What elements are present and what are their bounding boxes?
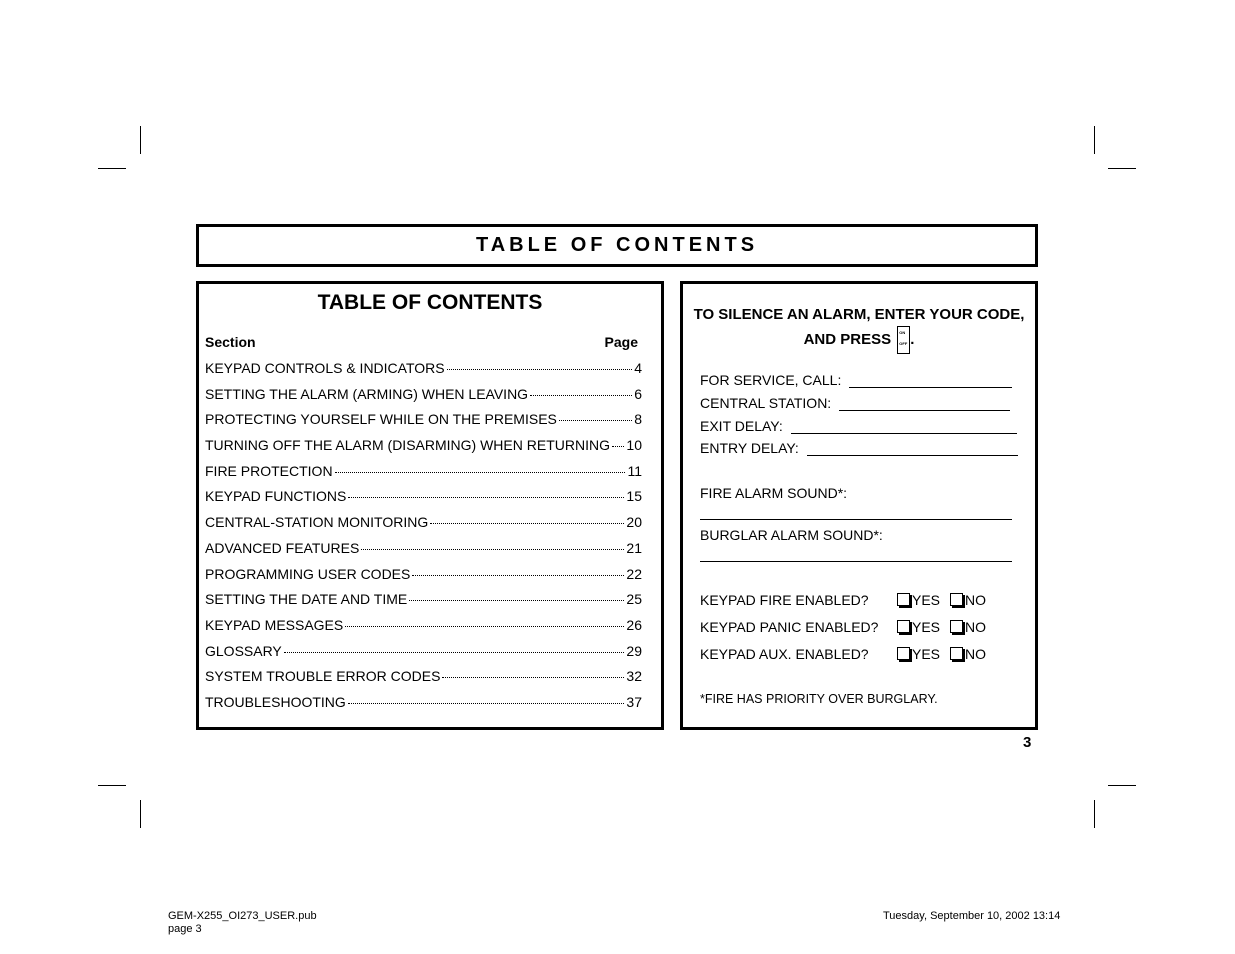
central-station-field[interactable]: [700, 395, 1010, 411]
toc-entry-page: 22: [626, 565, 642, 582]
leader-dots: [430, 523, 624, 524]
toc-entry[interactable]: [205, 615, 642, 641]
page-header: Page: [604, 334, 638, 350]
toc-entry-title: ADVANCED FEATURES: [205, 539, 360, 556]
priority-note: *FIRE HAS PRIORITY OVER BURGLARY.: [700, 692, 938, 706]
fire-yes-option[interactable]: [897, 592, 940, 608]
toc-entry[interactable]: [205, 384, 642, 410]
footer-right: [883, 910, 1060, 923]
silence-press-text: AND PRESS: [803, 330, 892, 348]
toc-entry-title: KEYPAD CONTROLS & INDICATORS: [205, 360, 445, 376]
panic-no-option[interactable]: [950, 619, 986, 635]
burglar-sound-field: [700, 527, 883, 543]
toc-entry[interactable]: [205, 435, 642, 461]
toc-entry-page: 37: [626, 693, 642, 710]
panic-enabled-row: [700, 619, 996, 635]
silence-line-2: [683, 326, 1035, 354]
toc-entry-title: TURNING OFF THE ALARM (DISARMING) WHEN RETURNING: [205, 437, 610, 454]
leader-dots: [335, 472, 626, 473]
page-number: 3: [1023, 734, 1032, 751]
leader-dots: [442, 677, 624, 678]
leader-dots: [348, 703, 625, 704]
crop-mark: [1094, 126, 1095, 154]
checkbox-icon[interactable]: [897, 593, 910, 606]
footer-page: page 3: [168, 923, 202, 935]
crop-mark: [1094, 800, 1095, 828]
burglar-sound-blank[interactable]: [700, 561, 1012, 562]
toc-entry-page: 29: [626, 642, 642, 659]
toc-entry[interactable]: [205, 666, 642, 692]
banner-title: TABLE OF CONTENTS: [475, 234, 759, 256]
crop-mark: [140, 800, 141, 828]
footer-filename: GEM-X255_OI273_USER.pub: [168, 910, 317, 922]
aux-yes-option[interactable]: [897, 646, 940, 662]
entry-delay-field[interactable]: [700, 440, 1018, 456]
key-off-text: OFF: [899, 341, 908, 346]
checkbox-icon[interactable]: [950, 620, 963, 633]
toc-entry-title: PROTECTING YOURSELF WHILE ON THE PREMISES: [205, 411, 557, 428]
toc-entry[interactable]: [205, 564, 642, 590]
toc-entry-page: 21: [626, 539, 642, 556]
key-on-text: ON: [899, 330, 906, 335]
toc-box: [196, 281, 664, 730]
exit-delay-blank[interactable]: [791, 419, 1017, 434]
toc-entry-title: KEYPAD MESSAGES: [205, 616, 344, 633]
service-call-blank[interactable]: [849, 373, 1012, 388]
panic-enabled-label: KEYPAD PANIC ENABLED?: [700, 619, 879, 635]
yes-label: YES: [912, 592, 941, 608]
leader-dots: [409, 600, 624, 601]
aux-no-option[interactable]: [950, 646, 986, 662]
crop-mark: [1108, 168, 1136, 169]
leader-dots: [447, 369, 633, 370]
silence-instructions: [683, 304, 1035, 354]
title-banner: [196, 224, 1038, 267]
central-station-blank[interactable]: [839, 396, 1010, 411]
exit-delay-label: EXIT DELAY:: [700, 418, 783, 434]
fire-sound-field: [700, 485, 847, 501]
fire-no-option[interactable]: [950, 592, 986, 608]
toc-entry-title: KEYPAD FUNCTIONS: [205, 488, 347, 505]
toc-entry-page: 6: [634, 385, 642, 402]
footer-left: [168, 910, 317, 936]
fire-sound-label: FIRE ALARM SOUND*:: [700, 485, 848, 501]
central-station-label: CENTRAL STATION:: [700, 395, 832, 411]
toc-entry-title: TROUBLESHOOTING: [205, 693, 346, 710]
toc-entry-page: 11: [627, 462, 642, 479]
toc-title: TABLE OF CONTENTS: [317, 291, 543, 314]
aux-enabled-label: KEYPAD AUX. ENABLED?: [700, 646, 869, 662]
toc-entry-page: 25: [626, 591, 642, 608]
toc-entry-title: SYSTEM TROUBLE ERROR CODES: [205, 668, 441, 685]
silence-line-1: TO SILENCE AN ALARM, ENTER YOUR CODE,: [693, 306, 1025, 323]
leader-dots: [361, 549, 624, 550]
leader-dots: [412, 575, 624, 576]
leader-dots: [530, 395, 632, 396]
toc-entry[interactable]: [205, 641, 642, 667]
toc-entry-page: 10: [626, 437, 642, 454]
toc-entry-page: 26: [626, 616, 642, 633]
fire-enabled-row: [700, 592, 996, 608]
toc-entry[interactable]: [205, 692, 642, 718]
crop-mark: [140, 126, 141, 154]
burglar-sound-label: BURGLAR ALARM SOUND*:: [700, 527, 883, 543]
toc-header-row: [205, 334, 638, 350]
no-label: NO: [965, 646, 987, 662]
toc-entry[interactable]: [205, 512, 642, 538]
footer-timestamp: Tuesday, September 10, 2002 13:14: [883, 910, 1061, 922]
toc-entry[interactable]: [205, 409, 642, 435]
toc-entry[interactable]: [205, 486, 642, 512]
no-label: NO: [965, 619, 987, 635]
exit-delay-field[interactable]: [700, 418, 1017, 434]
panic-yes-option[interactable]: [897, 619, 940, 635]
service-call-label: FOR SERVICE, CALL:: [700, 372, 842, 388]
fire-enabled-label: KEYPAD FIRE ENABLED?: [700, 592, 869, 608]
leader-dots: [348, 497, 624, 498]
toc-entry-page: 4: [634, 360, 642, 376]
toc-entry[interactable]: [205, 538, 642, 564]
checkbox-icon[interactable]: [950, 647, 963, 660]
toc-entry-title: CENTRAL-STATION MONITORING: [205, 514, 429, 531]
fire-sound-blank[interactable]: [700, 519, 1012, 520]
crop-mark: [98, 168, 126, 169]
toc-entry[interactable]: [205, 358, 642, 384]
service-call-field[interactable]: [700, 372, 1012, 388]
toc-entry-title: FIRE PROTECTION: [205, 462, 333, 479]
toc-entry-title: GLOSSARY: [205, 642, 282, 659]
leader-dots: [559, 420, 632, 421]
toc-entry[interactable]: [205, 589, 642, 615]
section-header: Section: [205, 334, 256, 350]
toc-entry-page: 32: [626, 668, 642, 685]
toc-entry[interactable]: [205, 461, 642, 487]
checkbox-icon[interactable]: [897, 647, 910, 660]
toc-entry-title: SETTING THE DATE AND TIME: [205, 591, 408, 608]
toc-entry-page: 20: [626, 514, 642, 531]
crop-mark: [1108, 785, 1136, 786]
toc-entry-title: PROGRAMMING USER CODES: [205, 565, 411, 582]
yes-label: YES: [912, 646, 941, 662]
leader-dots: [284, 652, 625, 653]
leader-dots: [612, 446, 624, 447]
leader-dots: [345, 626, 624, 627]
toc-entry-title: SETTING THE ALARM (ARMING) WHEN LEAVING: [205, 385, 529, 402]
checkbox-icon[interactable]: [950, 593, 963, 606]
alarm-info-box: [680, 281, 1038, 730]
aux-enabled-row: [700, 646, 996, 662]
yes-label: YES: [912, 619, 941, 635]
toc-entry-page: 15: [626, 488, 642, 505]
toc-list: [205, 358, 642, 718]
checkbox-icon[interactable]: [897, 620, 910, 633]
entry-delay-blank[interactable]: [807, 441, 1018, 456]
entry-delay-label: ENTRY DELAY:: [700, 440, 799, 456]
silence-period: .: [910, 330, 915, 348]
no-label: NO: [965, 592, 987, 608]
crop-mark: [98, 785, 126, 786]
on-off-key-icon: [897, 326, 910, 354]
toc-entry-page: 8: [634, 411, 642, 428]
